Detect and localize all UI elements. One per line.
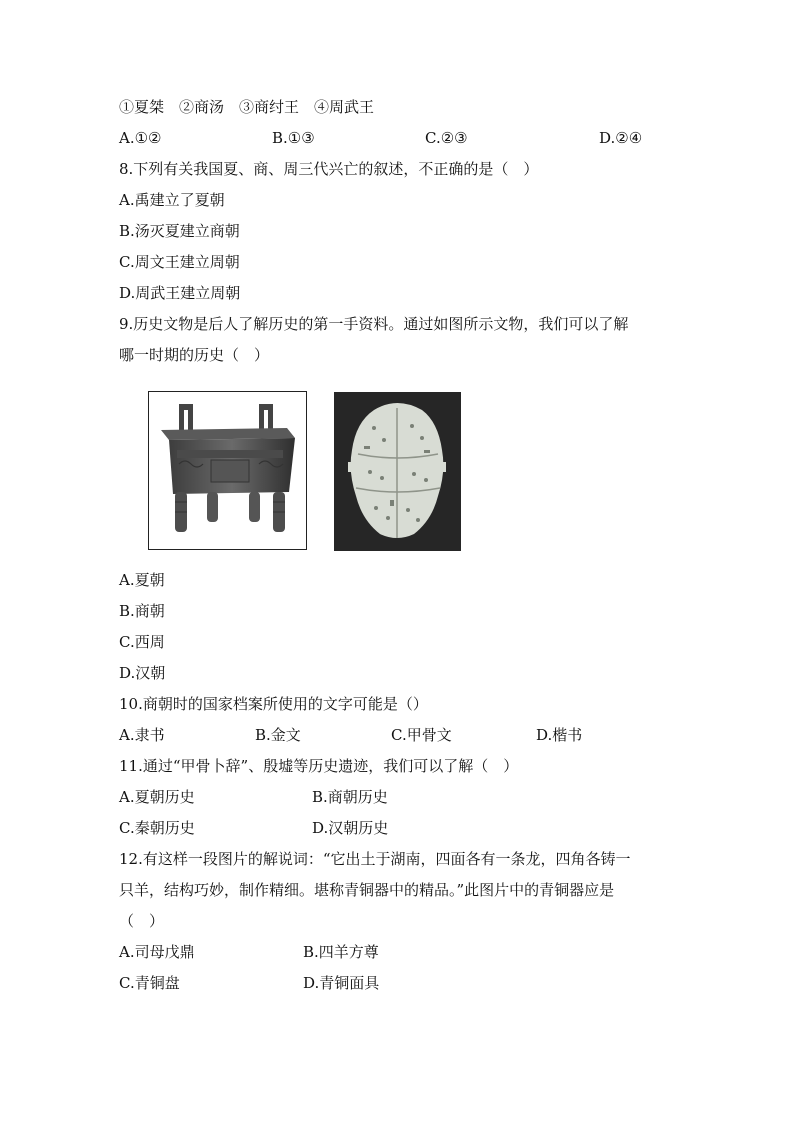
- q7-items: ①夏桀 ②商汤 ③商纣王 ④周武王: [119, 98, 375, 116]
- q11-option-d: D.汉朝历史: [312, 819, 389, 837]
- q9-option-b: B.商朝: [119, 602, 165, 620]
- q7-option-b: B.①③: [272, 129, 315, 147]
- q8-option-d: D.周武王建立周朝: [119, 284, 241, 302]
- q9-option-c: C.西周: [119, 633, 165, 651]
- q11-option-b: B.商朝历史: [312, 788, 388, 806]
- q8-option-c: C.周文王建立周朝: [119, 253, 240, 271]
- q12-stem-line1: 12.有这样一段图片的解说词：“它出土于湖南，四面各有一条龙，四角各铸一: [119, 850, 631, 868]
- q12-option-b: B.四羊方尊: [303, 943, 379, 961]
- q9-option-a: A.夏朝: [119, 571, 165, 589]
- q10-option-d: D.楷书: [536, 726, 583, 744]
- q11-option-c: C.秦朝历史: [119, 819, 195, 837]
- q12-stem-line2: 只羊，结构巧妙，制作精细。堪称青铜器中的精品。”此图片中的青铜器应是: [119, 881, 615, 899]
- q11-option-a: A.夏朝历史: [119, 788, 195, 806]
- q11-stem: 11.通过“甲骨卜辞”、殷墟等历史遗迹，我们可以了解（ ）: [119, 757, 519, 775]
- oracle-bone-image: [334, 392, 461, 551]
- bronze-ding-icon: [149, 392, 305, 548]
- q8-option-b: B.汤灭夏建立商朝: [119, 222, 240, 240]
- q12-option-d: D.青铜面具: [303, 974, 380, 992]
- q9-stem-line1: 9.历史文物是后人了解历史的第一手资料。通过如图所示文物，我们可以了解: [119, 315, 629, 333]
- q10-option-a: A.隶书: [119, 726, 165, 744]
- q10-stem: 10.商朝时的国家档案所使用的文字可能是（）: [119, 695, 428, 713]
- q10-option-c: C.甲骨文: [391, 726, 452, 744]
- q8-option-a: A.禹建立了夏朝: [119, 191, 225, 209]
- q10-option-b: B.金文: [255, 726, 301, 744]
- q9-option-d: D.汉朝: [119, 664, 166, 682]
- q12-option-c: C.青铜盘: [119, 974, 180, 992]
- q7-option-c: C.②③: [425, 129, 468, 147]
- q9-stem-line2: 哪一时期的历史（ ）: [119, 346, 270, 364]
- q12-option-a: A.司母戊鼎: [119, 943, 195, 961]
- q8-stem: 8.下列有关我国夏、商、周三代兴亡的叙述，不正确的是（ ）: [119, 160, 539, 178]
- q7-option-a: A.①②: [119, 129, 162, 147]
- q12-stem-line3: （ ）: [119, 912, 165, 930]
- oracle-bone-icon: [334, 392, 461, 551]
- bronze-ding-image: [148, 391, 307, 550]
- q7-option-d: D.②④: [599, 129, 643, 147]
